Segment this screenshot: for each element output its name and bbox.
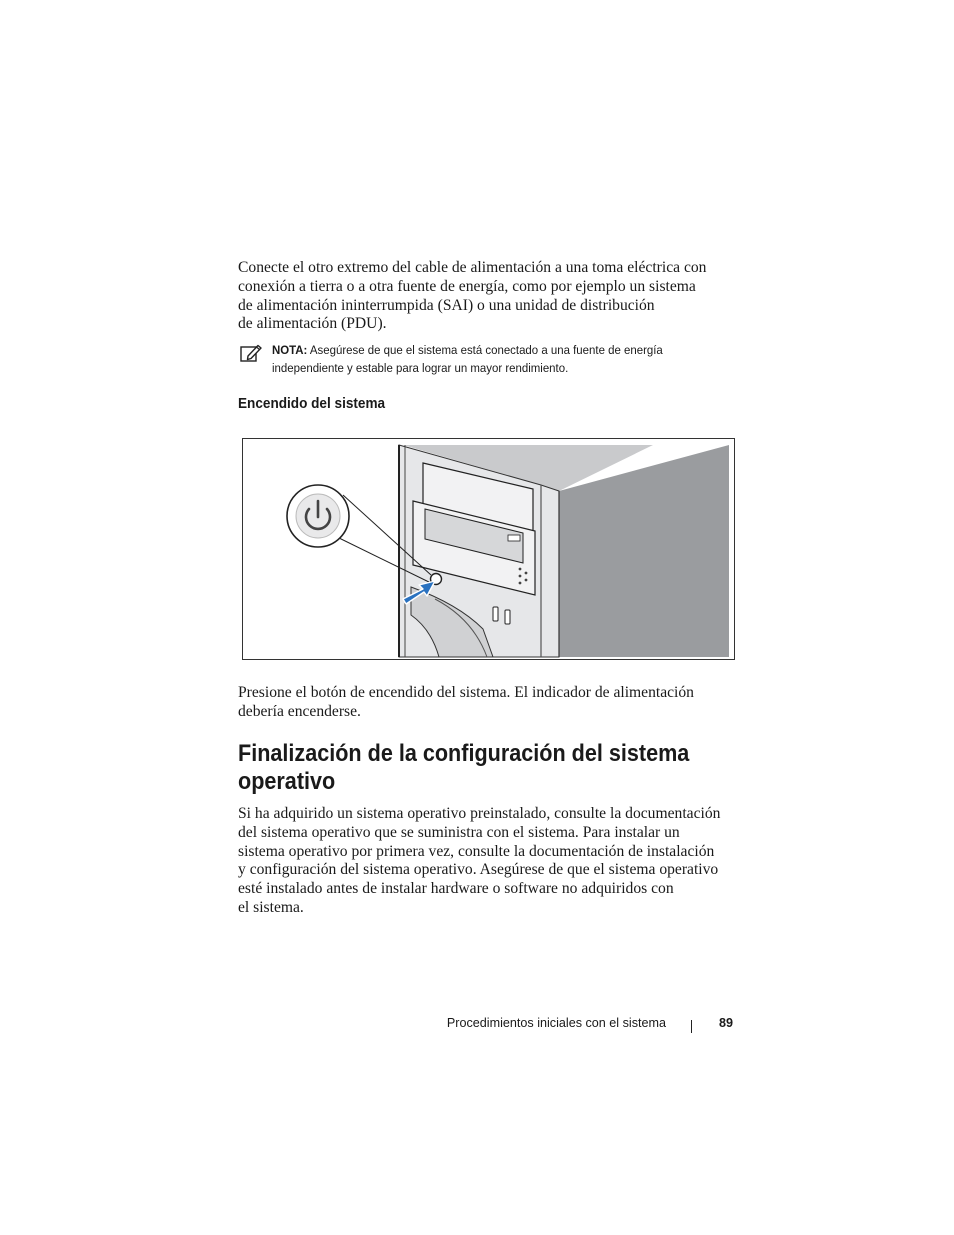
os-line: y configuración del sistema operativo. Asegúrese de que el sistema operativo <box>238 861 719 879</box>
os-line: sistema operativo por primera vez, consulte la documentación de instalación <box>238 842 715 860</box>
pencil-note-icon <box>240 344 262 362</box>
heading-line: operativo <box>238 768 336 795</box>
intro-paragraph <box>238 259 738 334</box>
note-text <box>272 342 663 377</box>
os-line: del sistema operativo que se suministra con el sistema. Para instalar un <box>238 823 680 841</box>
note-line-2: independiente y estable para lograr un mayor rendimiento. <box>272 360 569 375</box>
usb-port <box>505 610 510 624</box>
os-line: Si ha adquirido un sistema operativo preinstalado, consulte la documentación <box>238 805 721 822</box>
os-line: el sistema. <box>238 898 304 916</box>
intro-line: de alimentación ininterrumpida (SAI) o una unidad de distribución <box>238 296 655 314</box>
heading-line: Finalización de la configuración del sistema <box>238 740 690 767</box>
note-line-1: Asegúrese de que el sistema está conectado a una fuente de energía <box>309 343 663 357</box>
intro-line: de alimentación (PDU). <box>238 315 387 333</box>
os-paragraph <box>238 805 738 918</box>
footer-separator <box>691 1020 692 1033</box>
section-heading-os <box>238 740 689 796</box>
footer-title: Procedimientos iniciales con el sistema <box>446 1016 666 1030</box>
press-line: debería encenderse. <box>238 702 361 720</box>
press-paragraph <box>238 684 738 722</box>
note-label: NOTA: <box>272 343 308 357</box>
intro-line: Conecte el otro extremo del cable de alimentación a una toma eléctrica con <box>238 259 707 276</box>
section-heading-power: Encendido del sistema <box>238 396 386 412</box>
page-number: 89 <box>719 1016 734 1030</box>
page-footer <box>0 1016 954 1036</box>
intro-line: conexión a tierra o a otra fuente de energía, como por ejemplo un sistema <box>238 277 696 295</box>
power-button-figure <box>242 438 735 660</box>
note-block <box>238 342 738 382</box>
usb-port <box>493 607 498 621</box>
press-line: Presione el botón de encendido del sistema. El indicador de alimentación <box>238 684 694 701</box>
os-line: esté instalado antes de instalar hardware o software no adquiridos con <box>238 880 674 898</box>
